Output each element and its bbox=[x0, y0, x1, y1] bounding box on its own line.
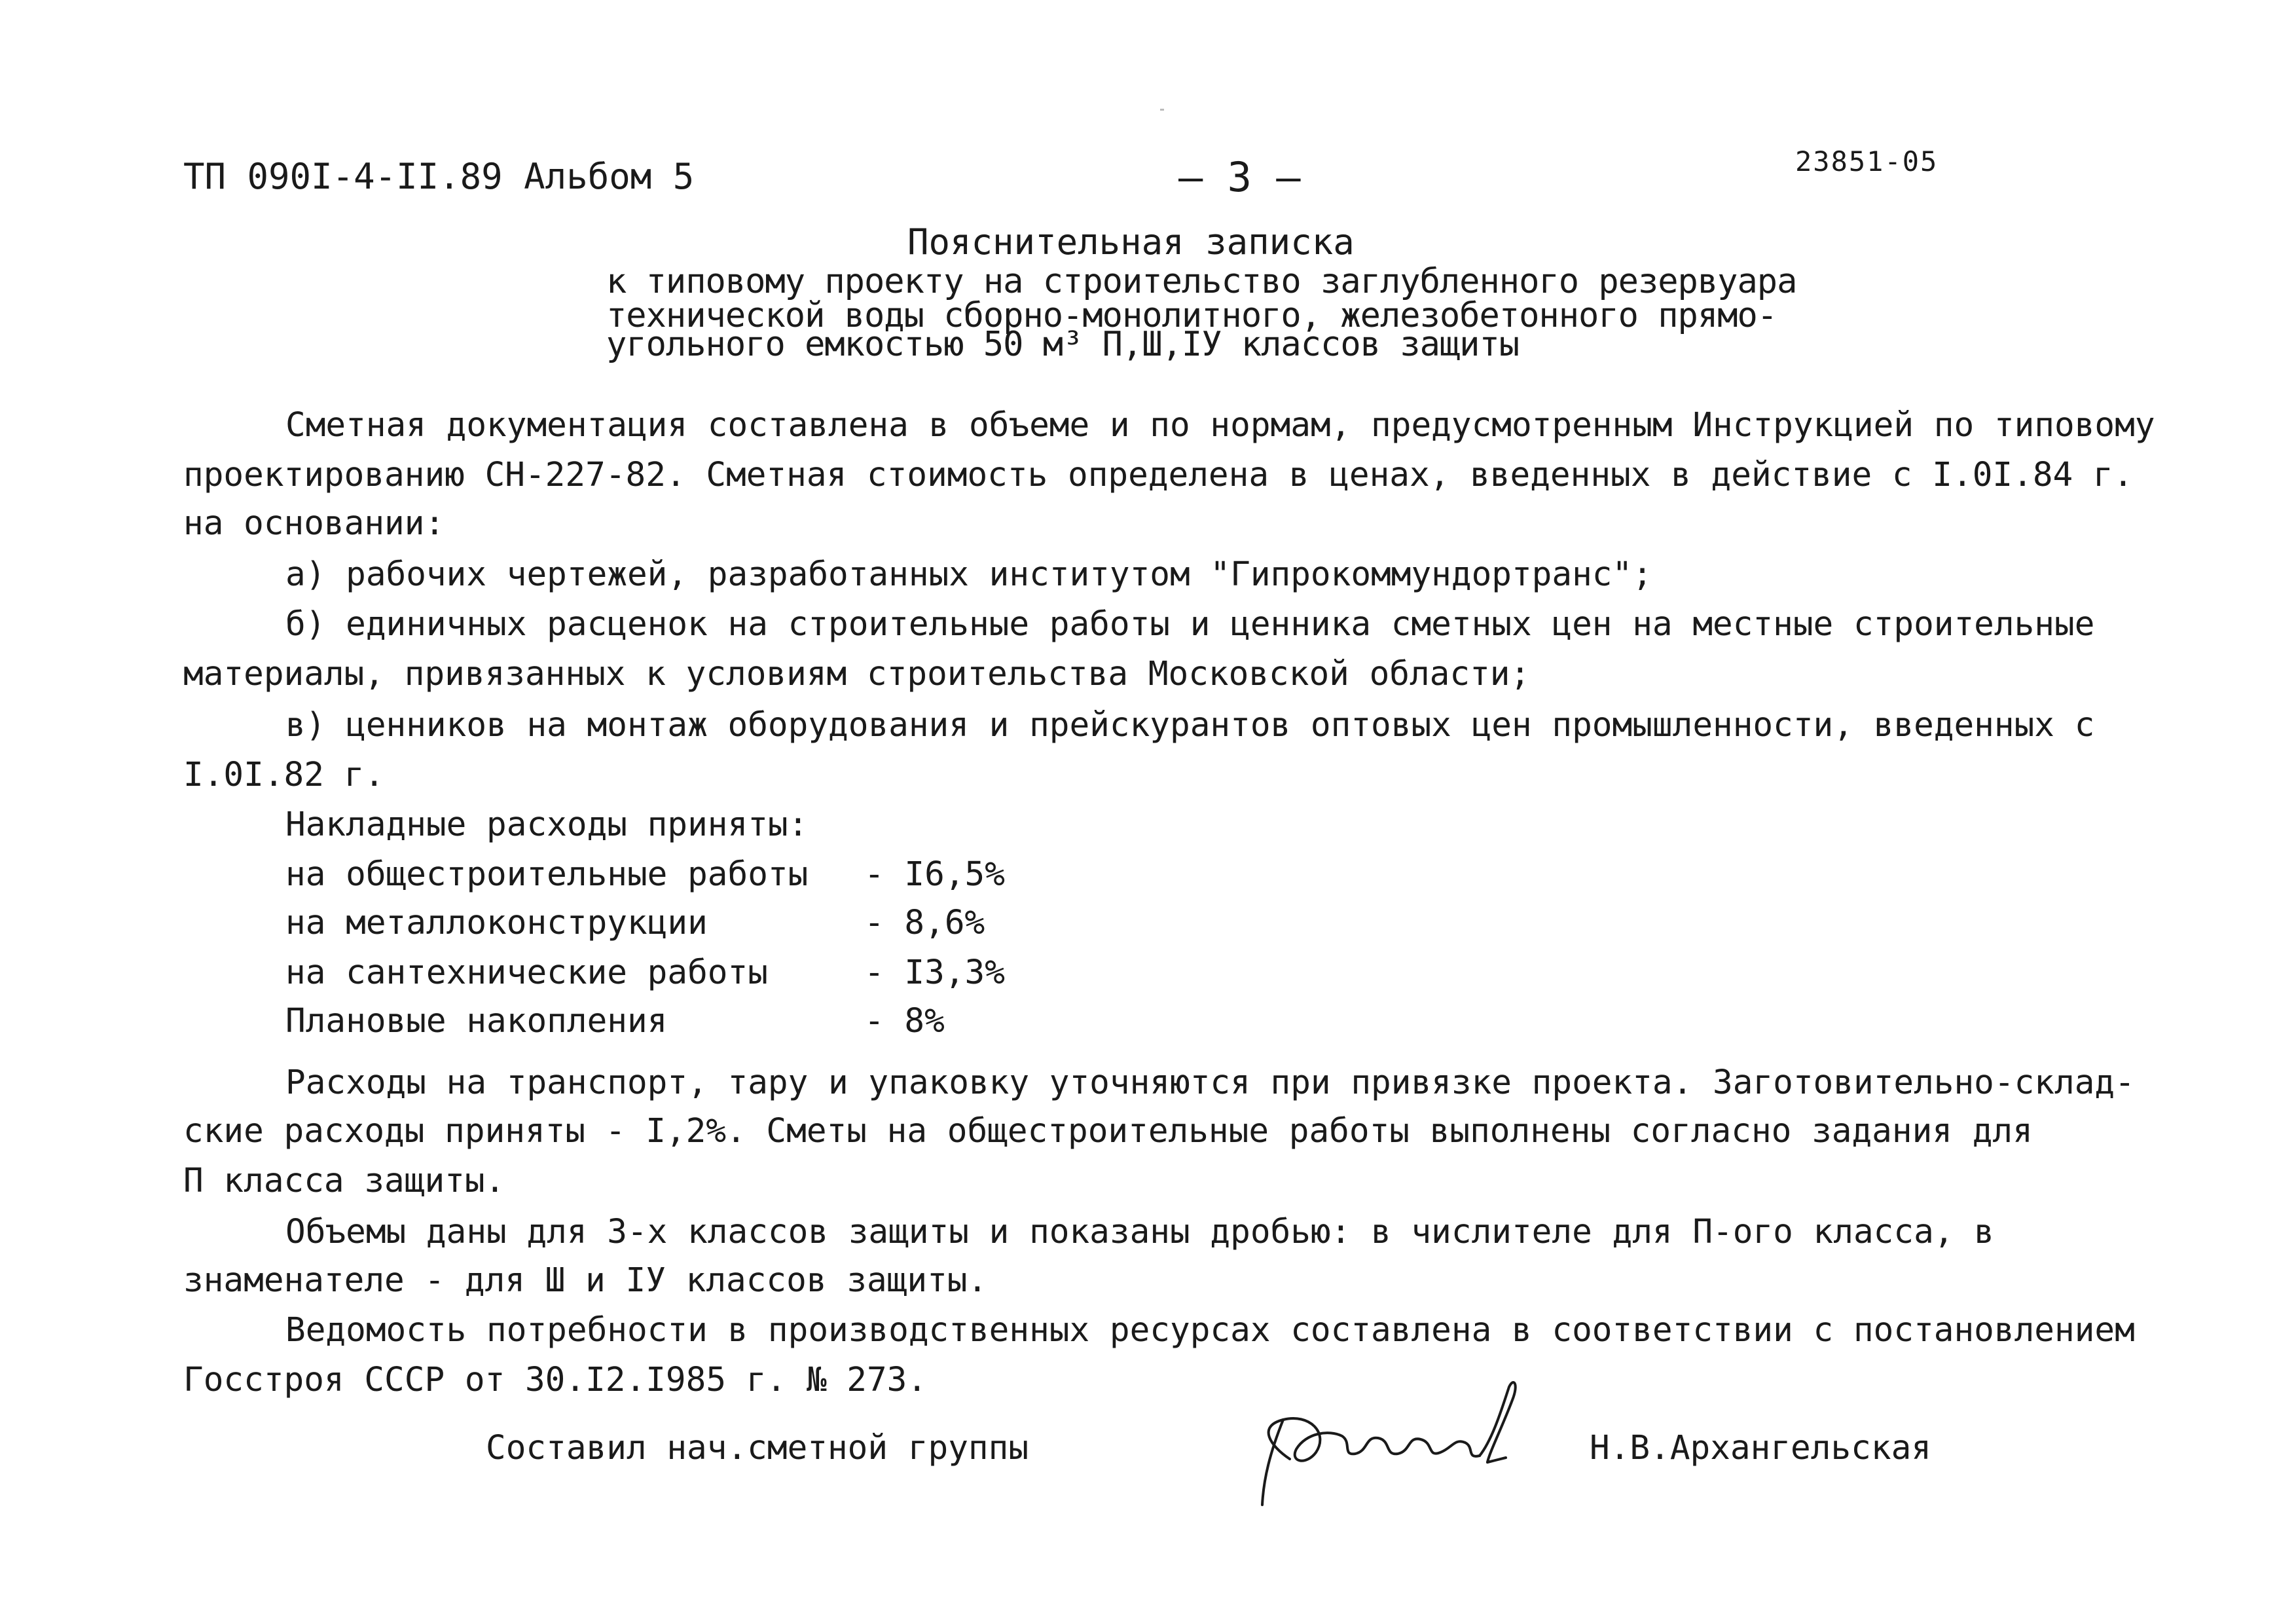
rate-label: на сантехнические работы bbox=[285, 953, 768, 992]
archive-number: 23851-05 bbox=[1795, 145, 1939, 177]
paragraph-line: ские расходы приняты - I,2%. Сметы на общестроительные работы выполнены согласно задания для bbox=[183, 1112, 2033, 1151]
body-line: проектированию СН-227-82. Сметная стоимость определена в ценах, введенных в действие с I.0I.84 г. bbox=[183, 456, 2134, 494]
paragraph-line: П класса защиты. bbox=[183, 1162, 505, 1200]
document-subtitle-line-1: к типовому проекту на строительство заглубленного резервуара bbox=[606, 262, 1797, 301]
paragraph-line: Расходы на транспорт, тару и упаковку уточняются при привязке проекта. Заготовительно-склад- bbox=[285, 1063, 2135, 1102]
rate-value: - I3,3% bbox=[864, 953, 1005, 992]
signatory-name: Н.В.Архангельская bbox=[1590, 1429, 1931, 1467]
list-item-a: а) рабочих чертежей, разработанных институтом "Гипрокоммундортранс"; bbox=[285, 555, 1652, 594]
page-number: – 3 – bbox=[1178, 153, 1301, 201]
rate-value: - 8,6% bbox=[864, 904, 985, 942]
document-subtitle-line-3: угольного емкостью 50 м³ П,Ш,IУ классов защиты bbox=[606, 325, 1520, 364]
document-code: ТП 090I-4-II.89 Альбом 5 bbox=[183, 156, 695, 197]
rate-value: - 8% bbox=[864, 1002, 945, 1041]
signature-role: Составил нач.сметной группы bbox=[486, 1429, 1029, 1467]
rate-value: - I6,5% bbox=[864, 855, 1005, 894]
rate-label: на металлоконструкции bbox=[285, 904, 708, 942]
list-item-c-continued: I.0I.82 г. bbox=[183, 756, 385, 794]
paragraph-line: Госстроя СССР от 30.I2.I985 г. № 273. bbox=[183, 1361, 928, 1399]
list-item-c: в) ценников на монтаж оборудования и прейскурантов оптовых цен промышленности, введенных с bbox=[285, 706, 2095, 745]
rate-label: на общестроительные работы bbox=[285, 855, 809, 894]
scan-artifact bbox=[1160, 109, 1164, 111]
paragraph-line: Объемы даны для 3-х классов защиты и показаны дробью: в числителе для П-ого класса, в bbox=[285, 1213, 1994, 1251]
paragraph-line: Ведомость потребности в производственных ресурсах составлена в соответствии с постановлением bbox=[285, 1311, 2135, 1350]
rate-label: Плановые накопления bbox=[285, 1002, 668, 1041]
list-item-b-continued: материалы, привязанных к условиям строительства Московской области; bbox=[183, 655, 1531, 693]
document-title: Пояснительная записка bbox=[907, 221, 1355, 263]
document-subtitle-line-2: технической воды сборно-монолитного, железобетонного прямо- bbox=[606, 296, 1777, 335]
body-line: Сметная документация составлена в объеме и по нормам, предусмотренным Инструкцией по типовому bbox=[285, 406, 2155, 445]
paragraph-line: знаменателе - для Ш и IУ классов защиты. bbox=[183, 1261, 988, 1300]
list-item-b: б) единичных расценок на строительные работы и ценника сметных цен на местные строительные bbox=[285, 605, 2095, 644]
handwritten-signature-icon bbox=[1244, 1380, 1545, 1511]
overhead-heading: Накладные расходы приняты: bbox=[285, 805, 809, 844]
body-line: на основании: bbox=[183, 504, 445, 543]
